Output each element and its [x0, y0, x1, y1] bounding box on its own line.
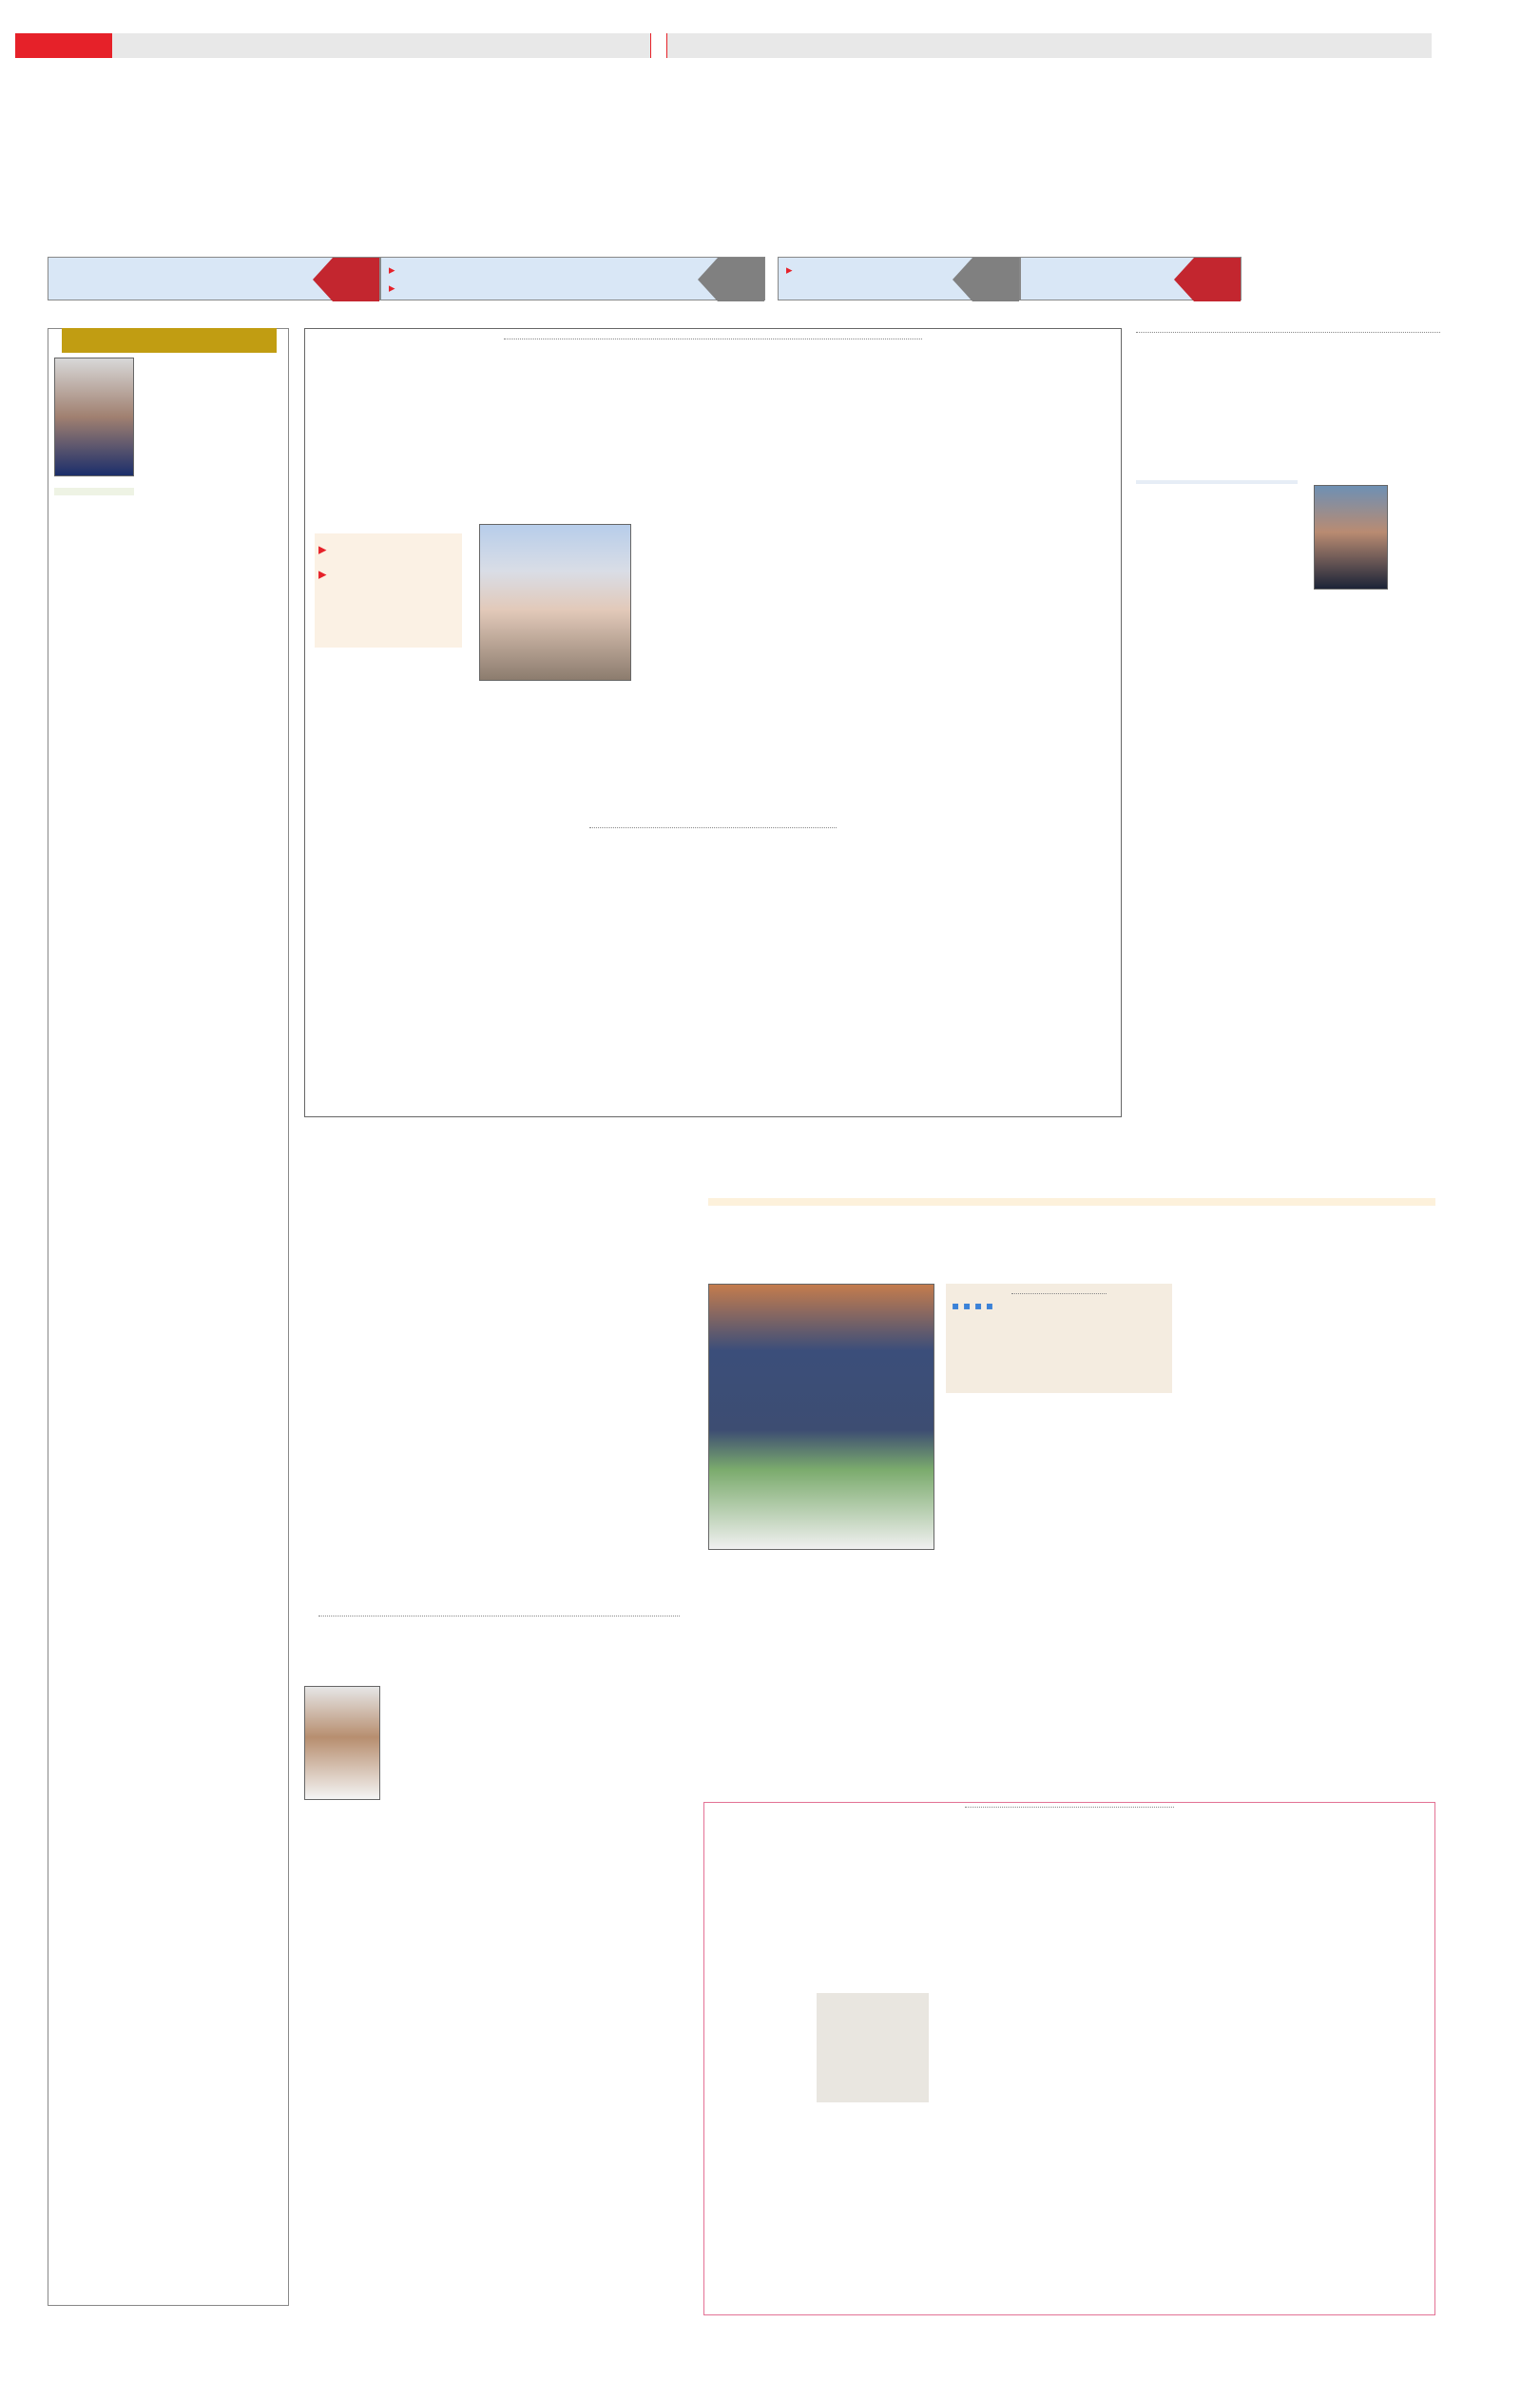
- teaser-page-4[interactable]: [380, 257, 765, 300]
- judicial-body: [921, 909, 1110, 1109]
- teaser-line: [389, 280, 399, 298]
- isro-body-col2: [1314, 480, 1450, 1098]
- yoga-story: [708, 1198, 1435, 1312]
- page-badge: [698, 258, 764, 301]
- website-link[interactable]: [15, 33, 112, 58]
- supreme-court-photo: [479, 524, 631, 681]
- teaser-line: [786, 261, 798, 280]
- judicial-body: [719, 909, 908, 1109]
- highlight-item: [318, 562, 458, 587]
- quote-box: [54, 488, 134, 495]
- lead-story-box: [304, 328, 1122, 1117]
- masthead-logo: [285, 67, 1188, 209]
- budget-body: [506, 1265, 694, 1597]
- story-golden-globe[interactable]: [54, 1431, 282, 1773]
- highlights-box: [315, 533, 462, 648]
- lead-body-col3: [643, 519, 797, 800]
- sar-samachar-column: [48, 328, 289, 2306]
- highlight-item: [318, 537, 458, 562]
- page-badge: [1174, 258, 1241, 301]
- story-body: [54, 210, 282, 866]
- teaser-page-6[interactable]: [778, 257, 1020, 300]
- judicial-body: [517, 909, 706, 1109]
- story-vivekanand[interactable]: [54, 1138, 282, 1423]
- teaser-page-8[interactable]: [1020, 257, 1242, 300]
- quote-spacer: [912, 1993, 1035, 2202]
- lead-body-col2: [479, 686, 633, 804]
- cm-photo: [54, 358, 134, 476]
- page-badge: [313, 258, 379, 301]
- page-badge: [953, 258, 1019, 301]
- story-share-market[interactable]: [54, 874, 282, 1131]
- yoga-body: [829, 1559, 936, 1759]
- isro-subhead: [1136, 480, 1298, 484]
- yoga-photo: [708, 1284, 934, 1550]
- teaser-line: [389, 261, 399, 280]
- yoga-body: [946, 1403, 1053, 1759]
- iran-story: [703, 1802, 1435, 2315]
- isro-story: [1136, 328, 1450, 1108]
- tagline: [650, 33, 667, 58]
- yoga-body: [1067, 1403, 1174, 1759]
- tips-box: ▪ ▪ ▪ ▪: [946, 1284, 1172, 1393]
- photo-spacer: [304, 1686, 388, 1805]
- section-title: [62, 328, 277, 353]
- top-bar: [15, 33, 1432, 58]
- yoga-kicker: [708, 1198, 1435, 1206]
- mamata-story: [304, 1612, 694, 1620]
- judicial-story: [305, 823, 1121, 832]
- story-khelo-mp[interactable]: [54, 358, 282, 866]
